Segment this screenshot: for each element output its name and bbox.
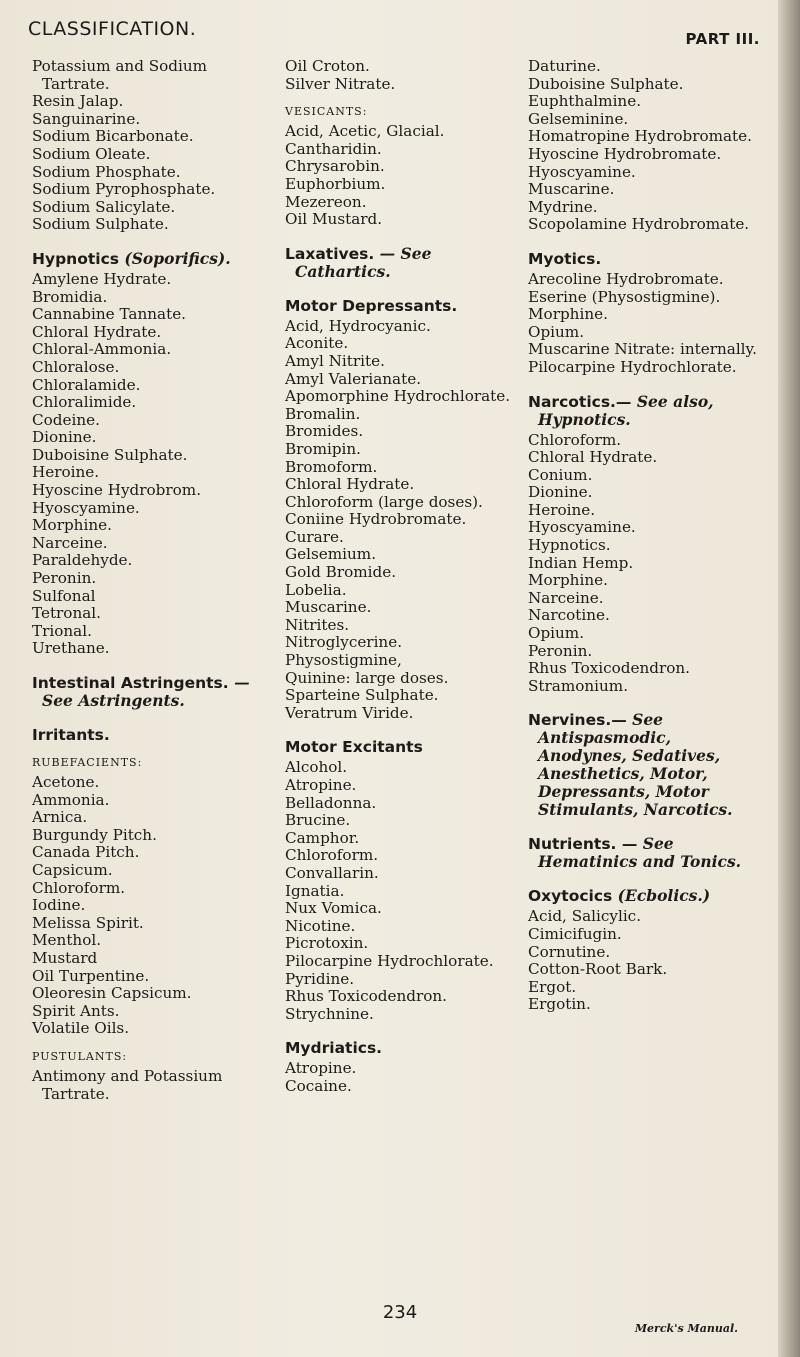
entry: Dionine. (32, 428, 97, 447)
entry: Arnica. (32, 808, 88, 827)
entry: Nitrites. (285, 615, 350, 634)
section-heading-title: Mydriatics. (285, 1039, 383, 1058)
entry: Acid, Salicylic. (528, 907, 642, 926)
entry: Codeine. (32, 410, 100, 429)
entry: Chloralose. (32, 357, 120, 376)
entry: Chrysarobin. (285, 157, 385, 176)
running-head-part: PART III. (685, 30, 760, 48)
entry: Rhus Toxicodendron. (285, 987, 448, 1006)
entry: Trional. (32, 621, 92, 640)
entry: Curare. (285, 527, 344, 546)
entry: Tetronal. (32, 604, 101, 623)
entry: Peronin. (32, 569, 97, 588)
entry: Hyoscyamine. (32, 498, 140, 517)
entry: Pilocarpine Hydrochlorate. (528, 357, 737, 376)
entry: Sodium Oleate. (32, 144, 151, 163)
entry: Indian Hemp. (528, 553, 634, 572)
entry: Eserine (Physostigmine). (528, 287, 721, 306)
section-heading-note: (Soporifics). (124, 248, 231, 268)
section-heading (528, 835, 763, 871)
entry: Muscarine. (528, 180, 615, 199)
section-heading-title: Hypnotics (32, 249, 119, 268)
entry: Cocaine. (285, 1076, 352, 1095)
section-heading-title: Motor Depressants. (285, 296, 458, 315)
running-head (28, 18, 760, 48)
entry: Camphor. (285, 828, 360, 847)
entry: Muscarine Nitrate: internally. (528, 340, 757, 359)
entry: Heroine. (528, 500, 596, 519)
entry: Stramonium. (528, 676, 629, 695)
entry: Chloralimide. (32, 393, 137, 412)
entry: Gelsemium. (285, 545, 377, 564)
entry: Atropine. (285, 1059, 357, 1078)
entry: Cotton-Root Bark. (528, 960, 668, 979)
entry: Coniine Hydrobromate. (285, 510, 467, 529)
entry: Hypnotics. (528, 536, 611, 555)
entry: Arecoline Hydrobromate. (528, 269, 724, 288)
entry: Chloroform. (285, 846, 379, 865)
entry: Paraldehyde. (32, 551, 133, 570)
entry: Daturine. (528, 57, 601, 75)
entry: Mustard (32, 948, 98, 967)
entry: Melissa Spirit. (32, 913, 144, 932)
entry: Dionine. (528, 483, 593, 502)
imprint-mark: Merck's Manual. (634, 1322, 738, 1335)
entry: Veratrum Viride. (285, 703, 414, 722)
entry: Nux Vomica. (285, 899, 382, 918)
entry: Cornutine. (528, 942, 611, 961)
entry: Pyridine. (285, 969, 355, 988)
entry: Cannabine Tannate. (32, 305, 187, 324)
entry: Opium. (528, 624, 585, 643)
section-heading-title: Laxatives. (285, 244, 375, 263)
entry: Heroine. (32, 463, 100, 482)
entry: Aconite. (285, 334, 349, 353)
section-heading-note: See Hematinics and Tonics. (538, 834, 742, 872)
entry: Mydrine. (528, 197, 598, 216)
section-heading-title: Myotics. (528, 249, 602, 268)
entry: Apomorphine Hydrochlorate. (285, 387, 511, 406)
entry: Hyoscine Hydrobrom. (32, 481, 202, 500)
entry: Morphine. (32, 516, 112, 535)
entry: Conium. (528, 465, 593, 484)
entry: Hyoscyamine. (528, 162, 636, 181)
column-2 (285, 58, 515, 1096)
section-heading-note: See also, Hypnotics. (538, 391, 714, 429)
section-heading-title: Nervines.— (528, 711, 627, 730)
entry: Ergot. (528, 977, 577, 996)
entry: Potassium and Sodium Tartrate. (32, 57, 208, 93)
entry: Oil Croton. (285, 57, 370, 75)
entry: Capsicum. (32, 860, 113, 879)
entry: Bromipin. (285, 439, 362, 458)
section-heading (285, 245, 515, 281)
section-heading (285, 1039, 515, 1057)
entry: Chloralamide. (32, 375, 141, 394)
entry: Narcotine. (528, 606, 610, 625)
entry: Lobelia. (285, 580, 347, 599)
section-heading-title: Intestinal Astringents. (32, 674, 229, 692)
section-heading (528, 393, 763, 429)
entry: Muscarine. (285, 598, 372, 617)
entry: Menthol. (32, 931, 102, 950)
entry: Amylene Hydrate. (32, 269, 172, 288)
entry: Sparteine Sulphate. (285, 686, 439, 705)
section-heading-note: (Ecbolics.) (617, 886, 711, 906)
entry: Gold Bromide. (285, 563, 397, 582)
entry: Ammonia. (32, 790, 110, 809)
entry: Bromoform. (285, 457, 378, 476)
subheading: VESICANTS: (285, 105, 368, 119)
section-heading-title: Oxytocics (528, 887, 613, 906)
column-3 (528, 58, 763, 1014)
entry: Opium. (528, 322, 585, 341)
section-heading-note: — See Cathartics. (295, 243, 432, 281)
entry: Acid, Hydrocyanic. (285, 316, 431, 335)
entry: Oleoresin Capsicum. (32, 984, 192, 1003)
entry: Sodium Sulphate. (32, 215, 169, 234)
page-number: 234 (382, 1302, 418, 1323)
entry: Quinine: large doses. (285, 668, 449, 687)
entry: Chloroform. (32, 878, 126, 897)
entry: Euphthalmine. (528, 92, 642, 111)
entry: Peronin. (528, 641, 593, 660)
running-head-title: CLASSIFICATION. (28, 18, 197, 40)
section-heading-note: See Antispasmodic, Anodynes, Sedatives, Anesthetics, Motor, Depressants, Motor Stimulants, Narcotics. (538, 710, 733, 820)
entry: Chloroform. (528, 430, 622, 449)
entry: Iodine. (32, 896, 86, 915)
entry: Chloral Hydrate. (528, 448, 658, 467)
entry: Mezereon. (285, 192, 367, 211)
entry: Sodium Salicylate. (32, 197, 176, 216)
section-heading-note: — See Astringents. (42, 673, 250, 710)
entry: Narceine. (528, 588, 604, 607)
section-heading-title: Nutrients. — (528, 835, 638, 854)
section-heading-title: Irritants. (32, 726, 110, 744)
entry: Homatropine Hydrobromate. (528, 127, 752, 146)
entry: Morphine. (528, 305, 608, 324)
section-heading (285, 297, 515, 315)
entry: Volatile Oils. (32, 1019, 130, 1038)
column-1 (32, 58, 262, 1103)
entry: Sulfonal (32, 586, 96, 605)
entry: Antimony and Potassium Tartrate. (32, 1066, 223, 1103)
entry: Chloroform (large doses). (285, 492, 483, 511)
entry: Cantharidin. (285, 139, 382, 158)
entry: Morphine. (528, 571, 608, 590)
entry: Sanguinarine. (32, 109, 141, 128)
entry: Nitroglycerine. (285, 633, 403, 652)
section-heading (32, 726, 262, 744)
entry: Bromides. (285, 422, 364, 441)
section-heading (528, 711, 763, 819)
entry: Spirit Ants. (32, 1001, 120, 1020)
entry: Gelseminine. (528, 109, 629, 128)
entry: Pilocarpine Hydrochlorate. (285, 951, 494, 970)
entry: Sodium Bicarbonate. (32, 127, 194, 146)
entry: Physostigmine, (285, 651, 402, 670)
entry: Ignatia. (285, 881, 345, 900)
entry: Brucine. (285, 811, 351, 830)
subheading: RUBEFACIENTS: (32, 756, 143, 769)
entry: Convallarin. (285, 863, 379, 882)
entry: Scopolamine Hydrobromate. (528, 215, 750, 234)
entry: Burgundy Pitch. (32, 825, 157, 844)
entry: Sodium Pyrophosphate. (32, 180, 216, 199)
section-heading-title: Narcotics.— (528, 392, 632, 411)
entry: Urethane. (32, 639, 110, 658)
entry: Duboisine Sulphate. (528, 74, 684, 93)
section-heading (528, 887, 763, 905)
entry: Chloral-Ammonia. (32, 340, 172, 359)
entry: Cimicifugin. (528, 925, 622, 943)
section-heading (285, 738, 515, 756)
entry: Duboisine Sulphate. (32, 445, 188, 464)
section-heading-title: Motor Excitants (285, 738, 423, 757)
entry: Bromalin. (285, 404, 361, 423)
entry: Nicotine. (285, 916, 356, 935)
entry: Sodium Phosphate. (32, 162, 181, 181)
entry: Belladonna. (285, 793, 377, 812)
entry: Acetone. (32, 773, 100, 791)
entry: Acid, Acetic, Glacial. (285, 122, 445, 141)
entry: Oil Turpentine. (32, 966, 150, 985)
entry: Ergotin. (528, 995, 591, 1014)
section-heading (32, 250, 262, 268)
page-edge (778, 0, 800, 1357)
entry: Euphorbium. (285, 174, 386, 193)
entry: Narceine. (32, 533, 108, 552)
entry: Alcohol. (285, 758, 348, 777)
subheading: PUSTULANTS: (32, 1049, 128, 1063)
section-heading (528, 250, 763, 268)
entry: Bromidia. (32, 287, 108, 306)
entry: Picrotoxin. (285, 934, 369, 953)
entry: Oil Mustard. (285, 210, 383, 229)
entry: Atropine. (285, 776, 357, 794)
entry: Silver Nitrate. (285, 74, 396, 93)
entry: Canada Pitch. (32, 843, 140, 862)
entry: Chloral Hydrate. (32, 322, 162, 341)
entry: Amyl Valerianate. (285, 369, 422, 388)
section-heading (32, 674, 262, 710)
entry: Rhus Toxicodendron. (528, 659, 691, 678)
entry: Strychnine. (285, 1004, 374, 1023)
entry: Hyoscyamine. (528, 518, 636, 537)
entry: Amyl Nitrite. (285, 351, 385, 370)
entry: Resin Jalap. (32, 92, 124, 111)
entry: Chloral Hydrate. (285, 475, 415, 494)
entry: Hyoscine Hydrobromate. (528, 144, 722, 163)
